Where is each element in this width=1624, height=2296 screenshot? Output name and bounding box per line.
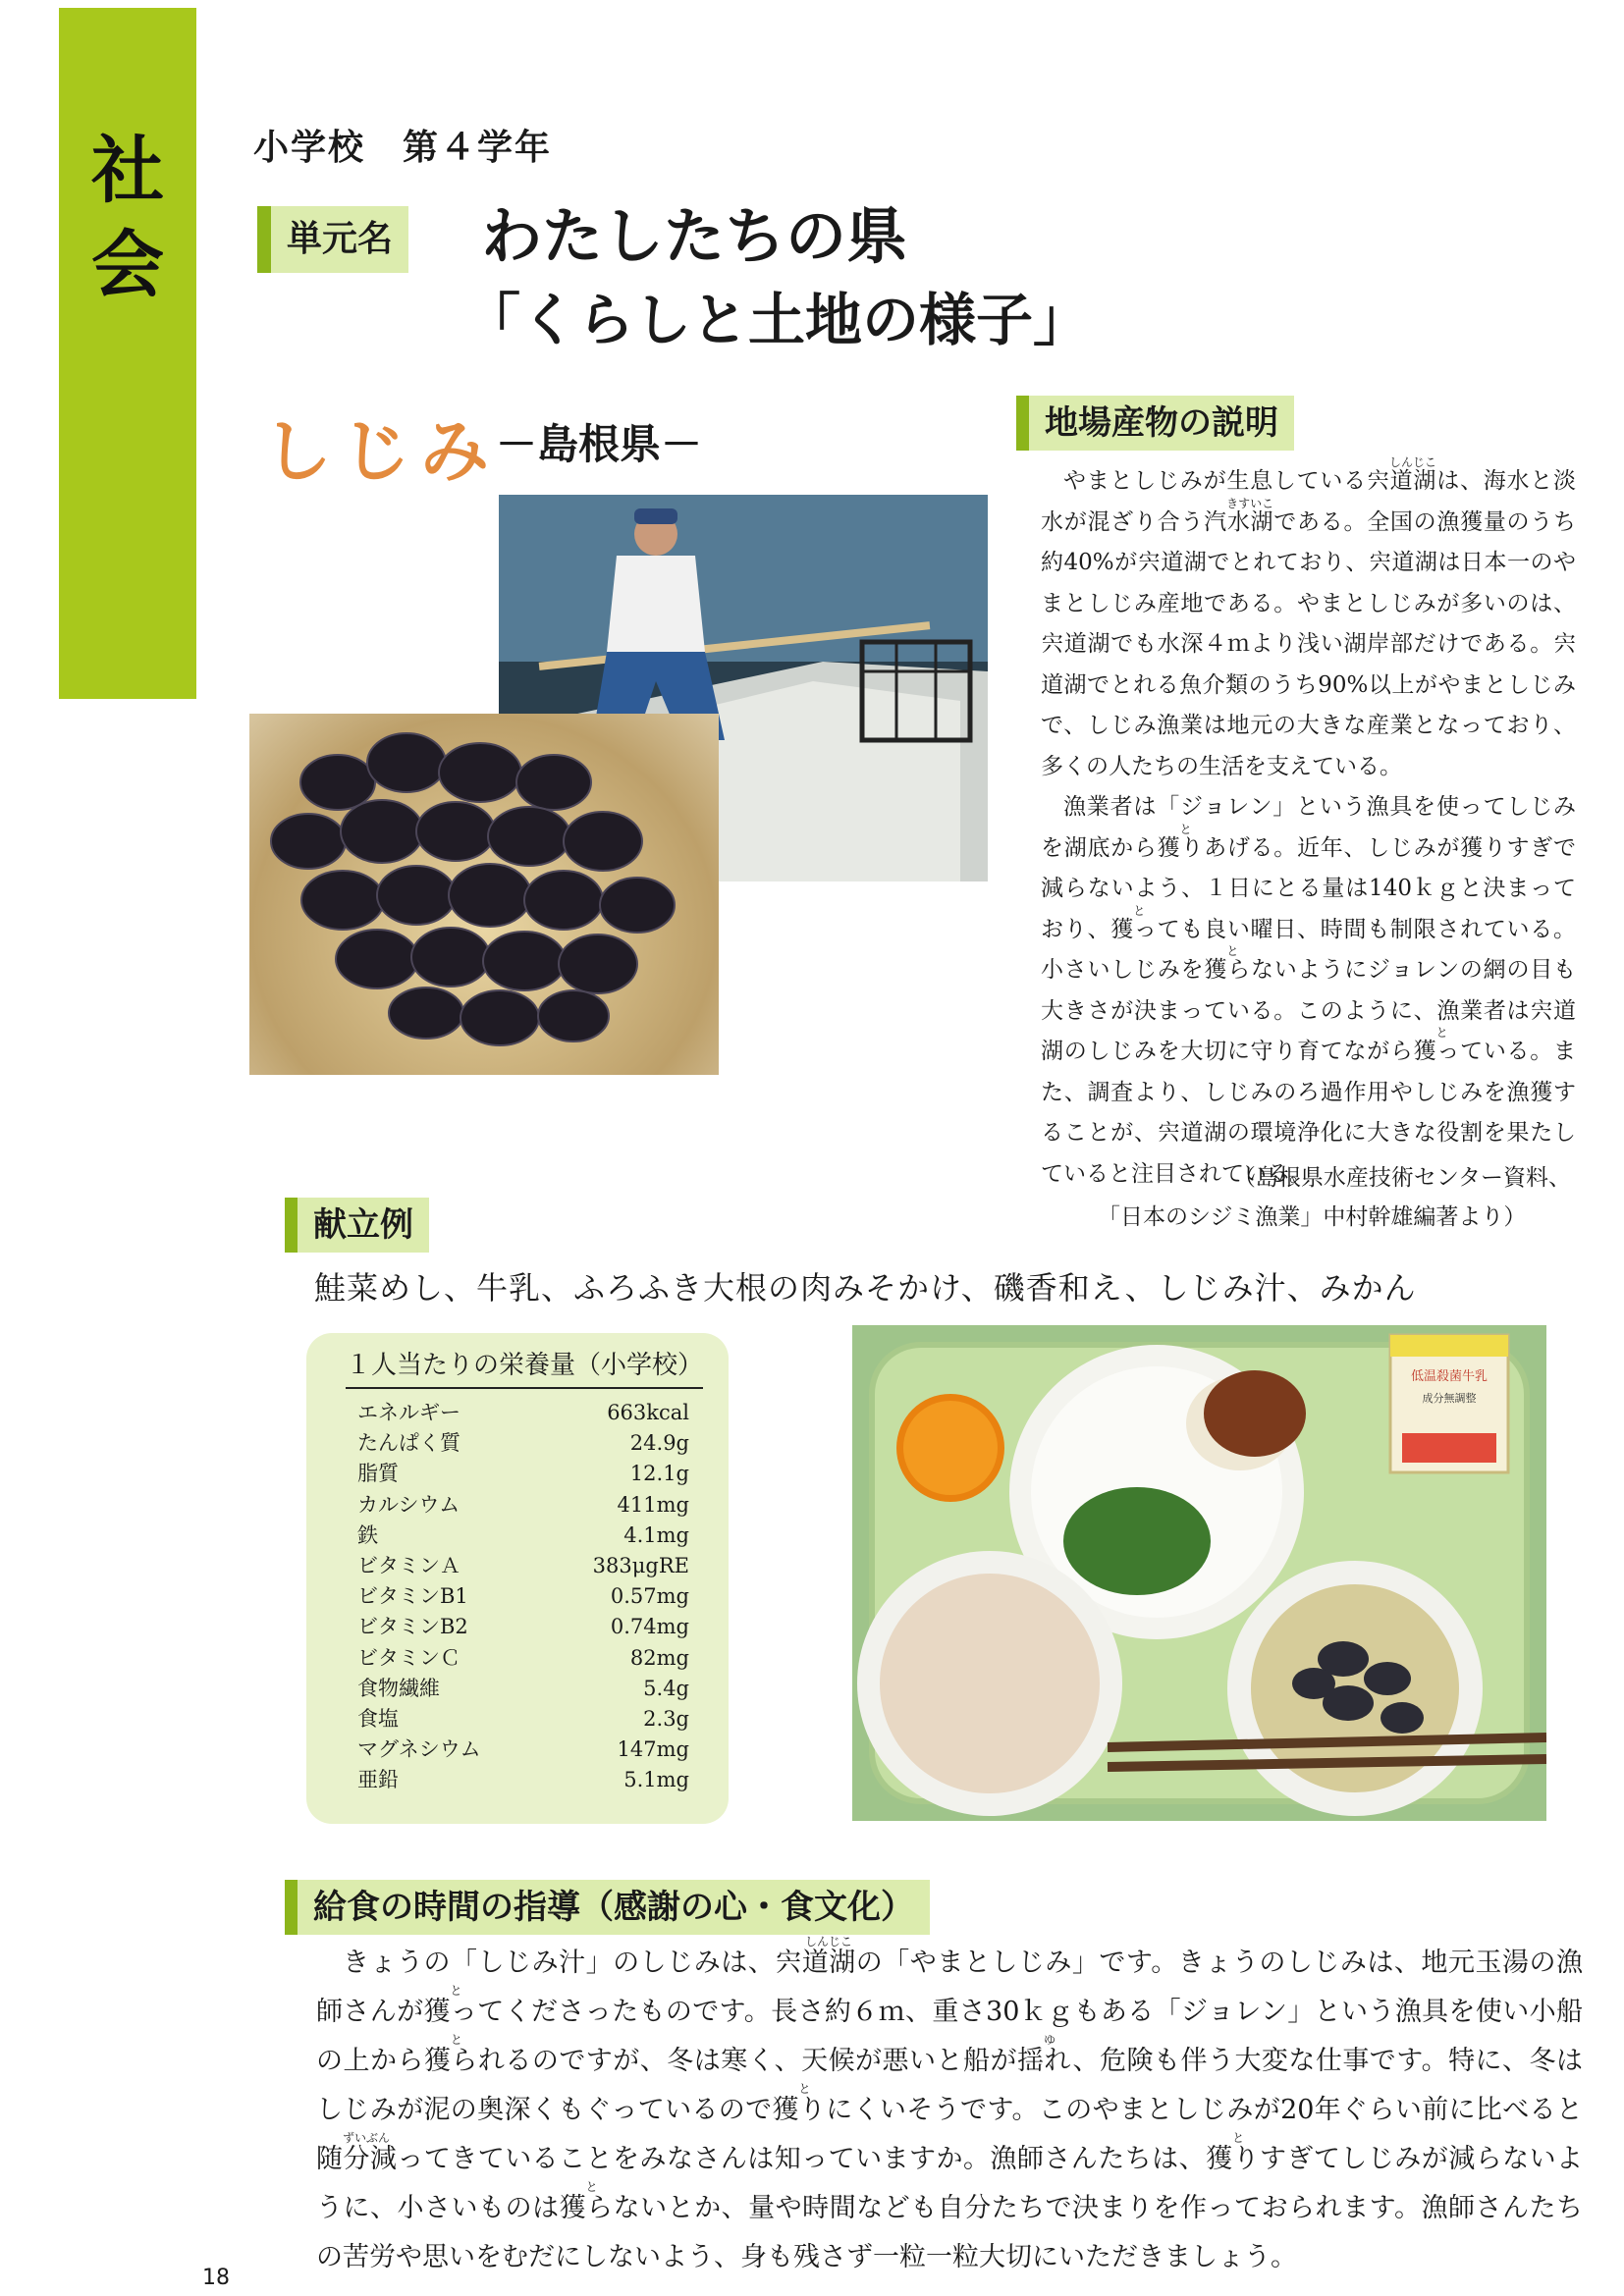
unit-label-text: 単元名 (271, 206, 408, 273)
nutrient-value: 24.9g (629, 1431, 689, 1456)
nutrition-row (357, 1674, 689, 1704)
guidance-heading-text: 給食の時間の指導（感謝の心・食文化） (298, 1880, 930, 1935)
nutrition-row (357, 1765, 689, 1795)
menu-heading-text: 献立例 (298, 1198, 429, 1253)
unit-title: わたしたちの県 (481, 200, 908, 272)
nutrient-name: ビタミンB2 (357, 1615, 468, 1639)
nutrition-title: １人当たりの栄養量（小学校） (346, 1345, 703, 1389)
description-heading (1016, 396, 1294, 451)
menu-items: 鮭菜めし、牛乳、ふろふき大根の肉みそかけ、磯香和え、しじみ汁、みかん (314, 1269, 1417, 1307)
nutrient-name: 脂質 (357, 1462, 399, 1486)
guidance-paragraph: きょうの「しじみ汁」のしじみは、 しんじこ 宍道湖の「やまとしじみ」です。きょうのしじみは、地元玉湯の漁師さんが と 獲ってくださったものです。長さ約６ｍ、重さ30ｋｇもある「ジョレン」という漁具を使い小船の上から と 獲られるのですが、冬は寒く、天候が悪いと船が ゆ 揺れ、危険も伴う大変な仕事です。特に、冬はしじみが泥の奥深くもぐっているので と 獲りにくいそうです。このやまとしじみが20年ぐらい前に比べると ずいぶん 随分減ってきていることをみなさんは知っていますか。漁師さんたちは、 と 獲りすぎてしじみが減らないように、小さいものは と 獲らないとか、量や時間なども自分たちで決まりを作っておられます。漁師さんたちの苦労や思いをむだにしないよう、身も残さず一粒一粒大切にいただきましょう。 (316, 1935, 1584, 2272)
description-paragraph-1: やまとしじみが生息している しんじこ 宍道湖は、海水と淡水が混ざり合う きすいこ 汽水湖である。全国の漁獲量のうち約40%が宍道湖でとれており、宍道湖は日本一のやまとしじみ産地である。やまとしじみが多いのは、宍道湖でも水深４ｍより浅い湖岸部だけである。宍道湖でとれる魚介類のうち90%以上がやまとしじみで、しじみ漁業は地元の大きな産業となっており、多くの人たちの生活を支えている。 (1041, 455, 1577, 779)
nutrient-value: 12.1g (629, 1462, 689, 1486)
nutrition-row (357, 1459, 689, 1489)
lunch-tray-illustration (852, 1325, 1546, 1821)
nutrient-value: 5.1mg (623, 1768, 689, 1792)
nutrient-name: ビタミンＣ (357, 1645, 460, 1670)
nutrient-name: ビタミンＡ (357, 1554, 460, 1578)
nutrition-row (357, 1735, 689, 1765)
nutrition-row (357, 1551, 689, 1581)
nutrient-name: エネルギー (357, 1401, 460, 1424)
nutrient-value: 0.74mg (610, 1615, 689, 1639)
subject-char-1: 社 (91, 129, 164, 213)
nutrient-value: 383μgRE (592, 1554, 689, 1578)
description-source (1070, 1158, 1581, 1237)
subject-char-2: 会 (91, 223, 164, 307)
nutrition-table (357, 1398, 689, 1796)
nutrient-name: ビタミンB1 (357, 1584, 468, 1609)
product-prefecture: －島根県－ (496, 420, 703, 468)
nutrition-row (357, 1643, 689, 1674)
nutrition-row (357, 1704, 689, 1735)
product-description (1041, 455, 1577, 1195)
grade-label: 小学校 第４学年 (253, 128, 553, 168)
nutrient-value: 147mg (617, 1737, 689, 1762)
clams-illustration (249, 714, 719, 1075)
unit-subtitle: 「くらしと土地の様子」 (463, 287, 1091, 353)
guidance-heading (285, 1880, 930, 1935)
lunch-tray-photo (852, 1325, 1546, 1821)
source-line-1: （島根県水産技術センター資料、 (1232, 1165, 1571, 1191)
nutrient-name: マグネシウム (357, 1737, 481, 1762)
menu-heading (285, 1198, 429, 1253)
product-name: しじみ (263, 411, 499, 492)
nutrient-value: 4.1mg (623, 1522, 689, 1547)
subject-tab (59, 8, 196, 699)
nutrient-name: カルシウム (357, 1492, 460, 1517)
nutrition-row (357, 1490, 689, 1521)
nutrient-name: たんぱく質 (357, 1431, 460, 1456)
nutrition-row (357, 1581, 689, 1612)
clams-photo (249, 714, 719, 1075)
source-line-2: 「日本のシジミ漁業」中村幹雄編著より） (1098, 1204, 1527, 1230)
nutrient-value: 82mg (629, 1645, 689, 1670)
milk-carton-sublabel: 成分無調整 (1422, 1392, 1477, 1405)
milk-carton-label: 低温殺菌牛乳 (1410, 1369, 1489, 1384)
nutrient-name: 鉄 (357, 1522, 378, 1547)
unit-label (257, 206, 408, 273)
nutrient-value: 2.3g (643, 1707, 689, 1732)
description-paragraph-2: 漁業者は「ジョレン」という漁具を使ってしじみを湖底から と 獲りあげる。近年、しじみが獲りすぎで減らないよう、１日にとる量は140ｋｇと決まっており、 と 獲っても良い曜日、時間も制限されている。小さいしじみを と 獲らないようにジョレンの網の目も大きさが決まっている。このように、漁業者は宍道湖のしじみを大切に守り育てながら と 獲っている。また、調査より、しじみのろ過作用やしじみを漁獲することが、宍道湖の環境浄化に大きな役割を果たしていると注目されている。 (1041, 794, 1577, 1187)
nutrient-name: 亜鉛 (357, 1768, 399, 1792)
nutrient-value: 5.4g (643, 1676, 689, 1700)
nutrient-value: 663kcal (607, 1401, 689, 1424)
description-heading-text: 地場産物の説明 (1029, 396, 1294, 451)
nutrition-row (357, 1521, 689, 1551)
nutrient-value: 0.57mg (610, 1584, 689, 1609)
page-number: 18 (202, 2266, 230, 2290)
guidance-text (316, 1935, 1584, 2282)
nutrition-row (357, 1398, 689, 1428)
nutrient-name: 食物繊維 (357, 1676, 440, 1700)
nutrition-box (306, 1333, 729, 1824)
nutrition-row (357, 1428, 689, 1459)
nutrient-name: 食塩 (357, 1707, 399, 1732)
nutrition-row (357, 1612, 689, 1642)
nutrient-value: 411mg (617, 1492, 689, 1517)
